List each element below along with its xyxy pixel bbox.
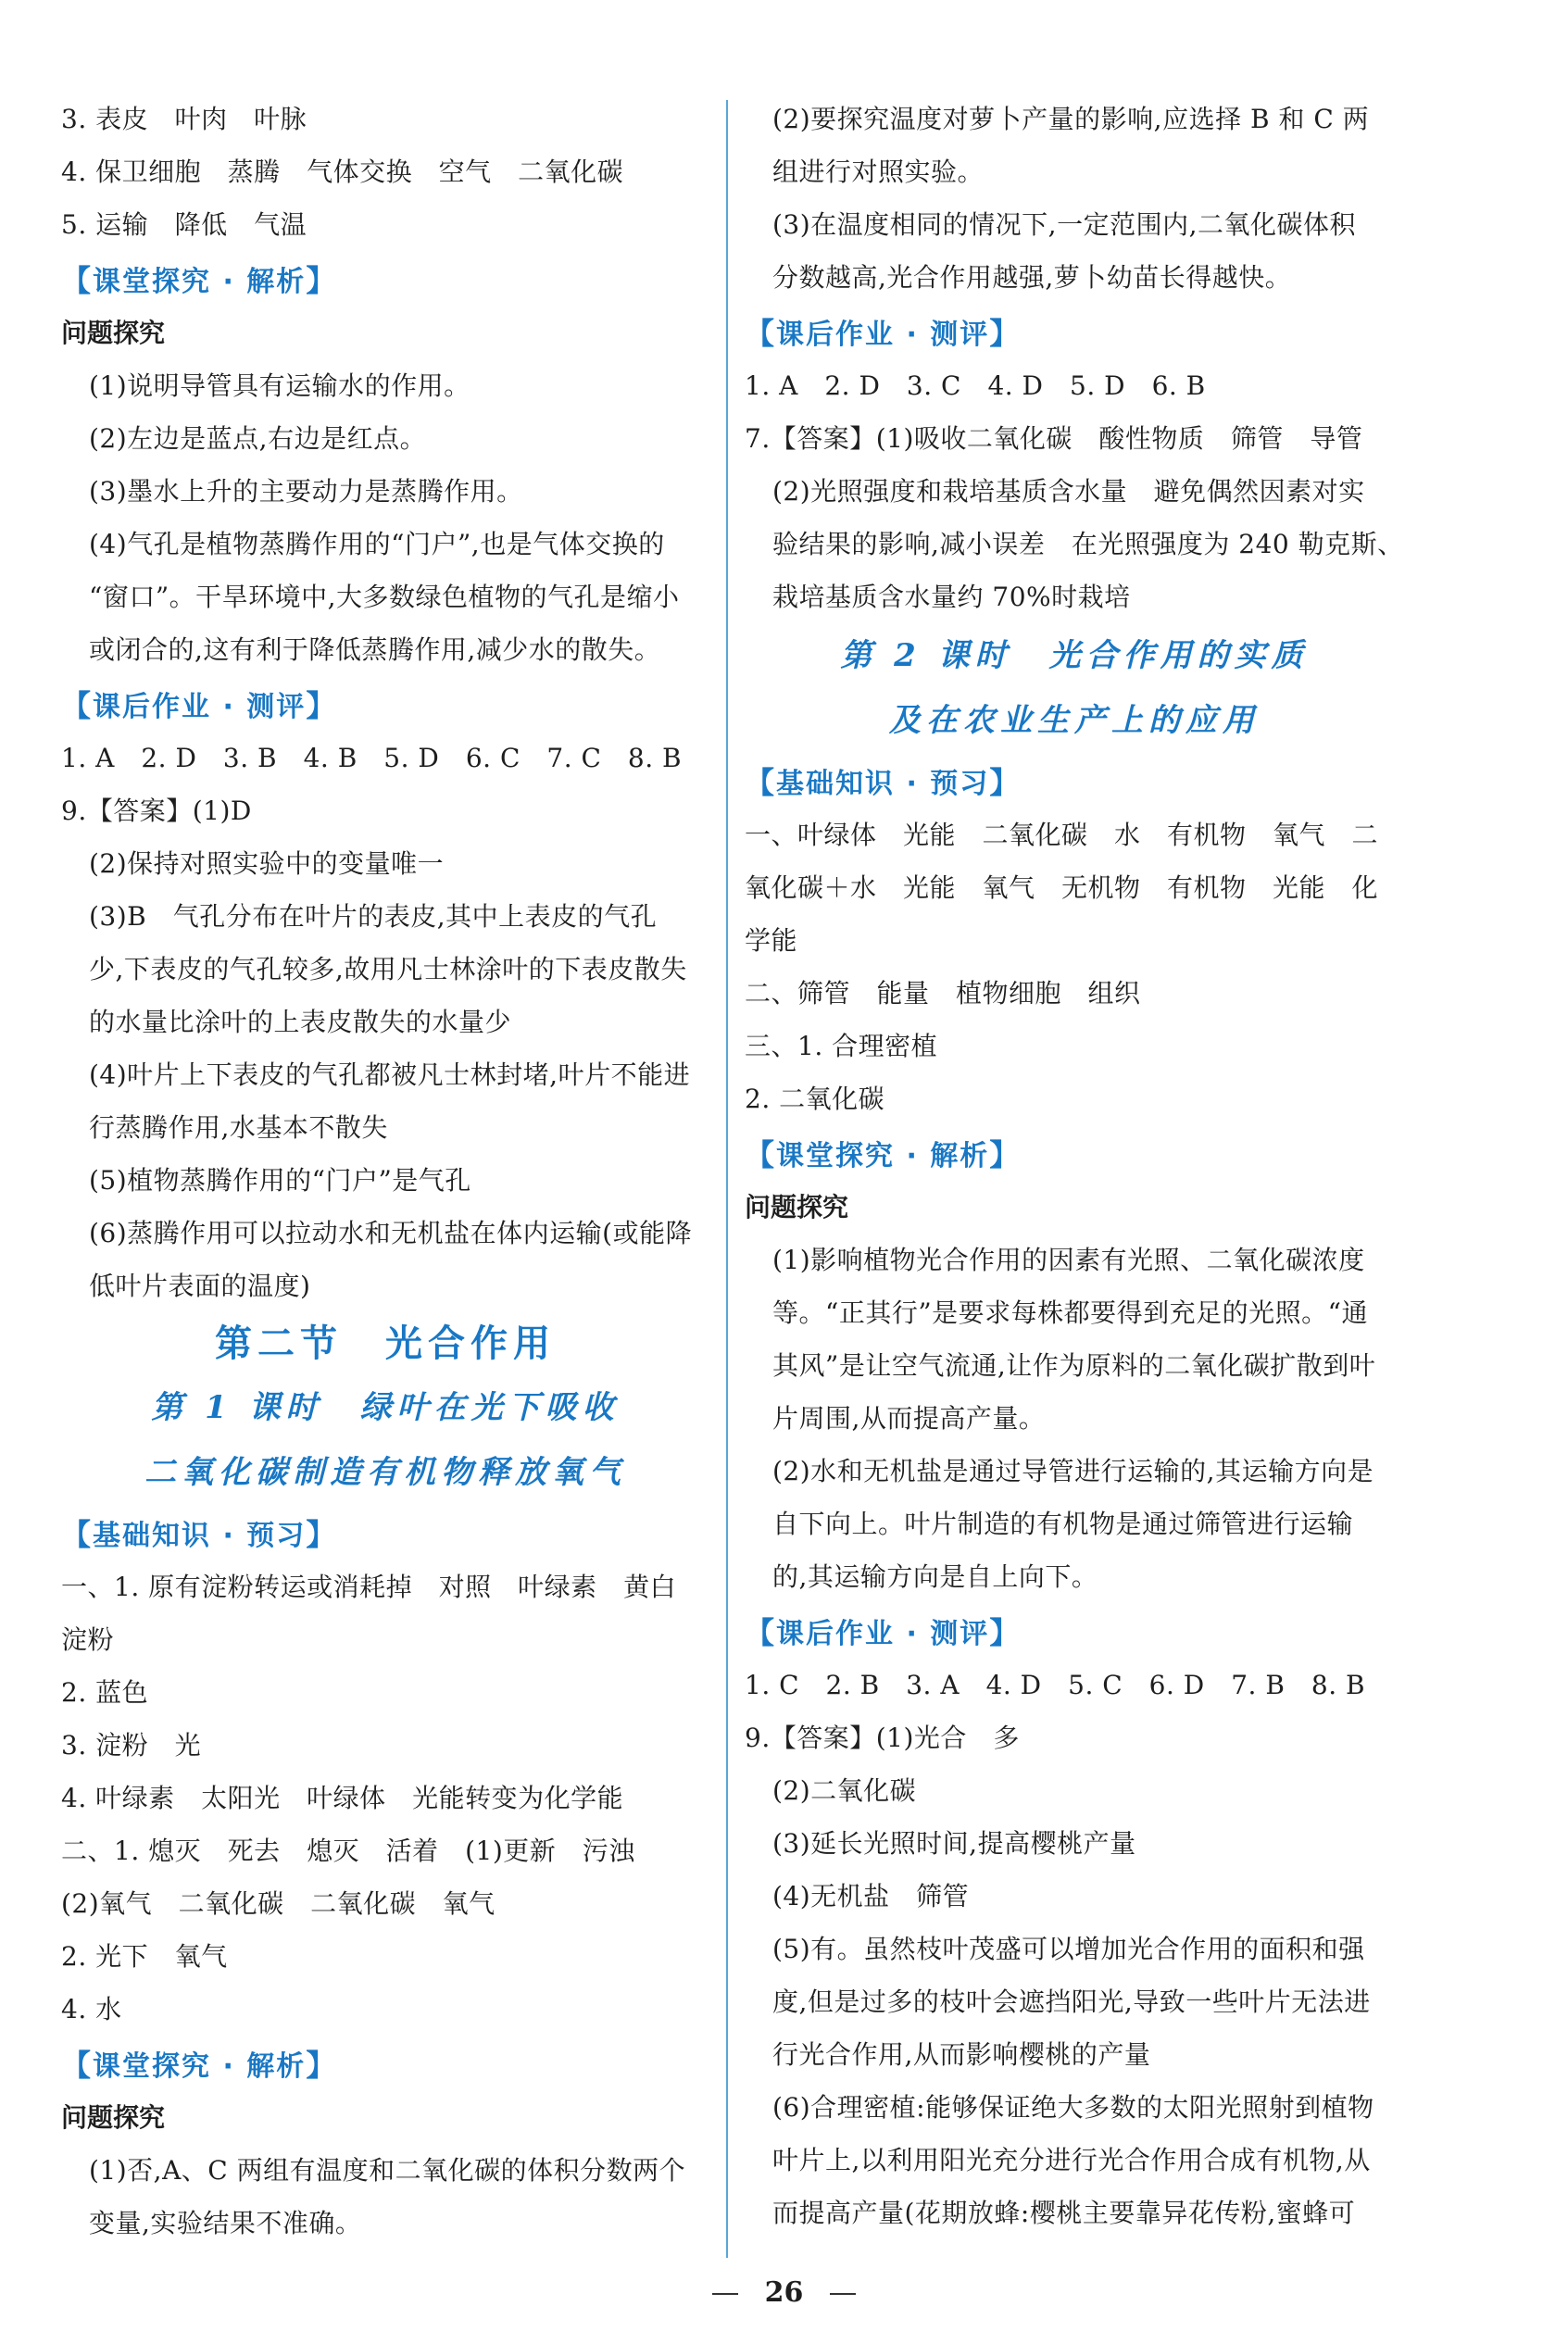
text-line: 1. A 2. D 3. C 4. D 5. D 6. B <box>745 370 1206 401</box>
text-line: 3. 淀粉 光 <box>61 1730 202 1761</box>
text-line-indented: (3)墨水上升的主要动力是蒸腾作用。 <box>89 476 523 507</box>
text-line: 一、1. 原有淀粉转运或消耗掉 对照 叶绿素 黄白 <box>61 1572 677 1602</box>
section-header-label: 【课堂探究 · 解析】 <box>61 2048 338 2083</box>
text-line-indented: (2)水和无机盐是通过导管进行运输的,其运输方向是 <box>772 1456 1374 1486</box>
text-line: 7.【答案】(1)吸收二氧化碳 酸性物质 筛管 导管 <box>745 423 1363 454</box>
lesson-title: 及在农业生产上的应用 <box>889 702 1260 739</box>
left-column <box>61 93 709 2250</box>
text-line-indented: 自下向上。叶片制造的有机物是通过筛管进行运输 <box>772 1509 1354 1539</box>
text-line-indented: 行光合作用,从而影响樱桃的产量 <box>772 2039 1151 2070</box>
text-line-indented: (4)叶片上下表皮的气孔都被凡士林封堵,叶片不能进 <box>89 1059 691 1090</box>
text-line-indented: (2)左边是蓝点,右边是红点。 <box>89 423 427 454</box>
subheading: 问题探究 <box>745 1192 849 1222</box>
text-line: 学能 <box>745 925 798 956</box>
text-line: 1. C 2. B 3. A 4. D 5. C 6. D 7. B 8. B <box>745 1670 1366 1700</box>
text-line-indented: (5)有。虽然枝叶茂盛可以增加光合作用的面积和强 <box>772 1934 1365 1964</box>
text-line: 5. 运输 降低 气温 <box>61 209 307 240</box>
section-header-label: 【课后作业 · 测评】 <box>745 316 1022 351</box>
text-line-indented: (3)延长光照时间,提高樱桃产量 <box>772 1828 1136 1859</box>
text-line-indented: 其风”是让空气流通,让作为原料的二氧化碳扩散到叶 <box>772 1350 1376 1381</box>
text-line: 2. 光下 氧气 <box>61 1941 228 1972</box>
section-header-label: 【课后作业 · 测评】 <box>61 688 338 723</box>
section-header-label: 【基础知识 · 预习】 <box>61 1517 338 1552</box>
text-line: 1. A 2. D 3. B 4. B 5. D 6. C 7. C 8. B <box>61 743 683 773</box>
text-line-indented: (2)二氧化碳 <box>772 1775 917 1806</box>
text-line-indented: (2)光照强度和栽培基质含水量 避免偶然因素对实 <box>772 476 1365 507</box>
text-line: 4. 叶绿素 太阳光 叶绿体 光能转变为化学能 <box>61 1783 624 1813</box>
text-line: 9.【答案】(1)D <box>61 796 252 826</box>
text-line: 3. 表皮 叶肉 叶脉 <box>61 104 307 134</box>
subheading: 问题探究 <box>61 318 166 348</box>
text-line-indented: 的水量比涂叶的上表皮散失的水量少 <box>89 1007 512 1037</box>
text-line: 4. 水 <box>61 1994 122 2024</box>
text-line: 氧化碳＋水 光能 氧气 无机物 有机物 光能 化 <box>745 872 1379 903</box>
section-header <box>745 1125 1404 1181</box>
lesson-title: 第 1 课时 绿叶在光下吸收 <box>151 1389 620 1426</box>
section-header <box>745 1603 1404 1659</box>
text-line-indented: (1)否,A、C 两组有温度和二氧化碳的体积分数两个 <box>89 2155 686 2186</box>
page-footer <box>0 2276 1568 2309</box>
text-line-indented: (6)合理密植:能够保证绝大多数的太阳光照射到植物 <box>772 2092 1374 2123</box>
text-line-indented: (4)气孔是植物蒸腾作用的“门户”,也是气体交换的 <box>89 529 665 559</box>
text-line-indented: 度,但是过多的枝叶会遮挡阳光,导致一些叶片无法进 <box>772 1986 1371 2017</box>
text-line: 三、1. 合理密植 <box>745 1031 938 1061</box>
section-header-label: 【课堂探究 · 解析】 <box>61 263 338 298</box>
section-header-label: 【课后作业 · 测评】 <box>745 1615 1022 1650</box>
subheading: 问题探究 <box>61 2102 166 2133</box>
text-line: (2)氧气 二氧化碳 二氧化碳 氧气 <box>61 1888 495 1919</box>
lesson-title: 二氧化碳制造有机物释放氧气 <box>144 1454 626 1491</box>
text-line-indented: 等。“正其行”是要求每株都要得到充足的光照。“通 <box>772 1297 1368 1328</box>
text-line-indented: (1)说明导管具有运输水的作用。 <box>89 370 470 401</box>
text-line: 二、1. 熄灭 死去 熄灭 活着 (1)更新 污浊 <box>61 1836 635 1866</box>
section-header <box>61 676 709 732</box>
column-divider <box>726 100 728 2258</box>
footer-dash-left <box>712 2293 738 2295</box>
text-line: 一、叶绿体 光能 二氧化碳 水 有机物 氧气 二 <box>745 820 1379 850</box>
section-header <box>61 251 709 307</box>
text-line: 淀粉 <box>61 1624 115 1655</box>
text-line-indented: 而提高产量(花期放蜂:樱桃主要靠异花传粉,蜜蜂可 <box>772 2198 1356 2228</box>
text-line-indented: (3)B 气孔分布在叶片的表皮,其中上表皮的气孔 <box>89 901 658 932</box>
text-line-indented: 变量,实验结果不准确。 <box>89 2208 362 2238</box>
text-line-indented: 低叶片表面的温度) <box>89 1271 311 1301</box>
section-header-label: 【基础知识 · 预习】 <box>745 765 1022 800</box>
page-number: 26 <box>764 2276 804 2309</box>
section-header <box>61 1505 709 1560</box>
footer-dash-right <box>830 2293 856 2295</box>
text-line-indented: (4)无机盐 筛管 <box>772 1881 970 1911</box>
text-line: 2. 二氧化碳 <box>745 1084 885 1114</box>
lesson-title: 第 2 课时 光合作用的实质 <box>840 637 1309 674</box>
text-line-indented: 或闭合的,这有利于降低蒸腾作用,减少水的散失。 <box>89 634 661 665</box>
text-line-indented: (3)在温度相同的情况下,一定范围内,二氧化碳体积 <box>772 209 1356 240</box>
text-line-indented: (6)蒸腾作用可以拉动水和无机盐在体内运输(或能降 <box>89 1218 693 1248</box>
text-line-indented: 行蒸腾作用,水基本不散失 <box>89 1112 388 1143</box>
text-line-indented: 少,下表皮的气孔较多,故用凡士林涂叶的下表皮散失 <box>89 954 687 984</box>
text-line-indented: 组进行对照实验。 <box>772 157 985 187</box>
text-line-indented: 叶片上,以利用阳光充分进行光合作用合成有机物,从 <box>772 2145 1371 2175</box>
text-line-indented: (2)要探究温度对萝卜产量的影响,应选择 B 和 C 两 <box>772 104 1370 134</box>
text-line-indented: 分数越高,光合作用越强,萝卜幼苗长得越快。 <box>772 262 1292 293</box>
right-column <box>745 93 1404 2239</box>
text-line-indented: (1)影响植物光合作用的因素有光照、二氧化碳浓度 <box>772 1245 1365 1275</box>
text-line-indented: 片周围,从而提高产量。 <box>772 1403 1046 1434</box>
text-line-indented: (5)植物蒸腾作用的“门户”是气孔 <box>89 1165 471 1196</box>
section-header <box>745 753 1404 808</box>
text-line-indented: 的,其运输方向是自上向下。 <box>772 1561 1098 1592</box>
section-header-label: 【课堂探究 · 解析】 <box>745 1137 1022 1172</box>
section-header <box>745 304 1404 359</box>
text-line-indented: 验结果的影响,减小误差 在光照强度为 240 勒克斯、 <box>772 529 1404 559</box>
text-line: 2. 蓝色 <box>61 1677 149 1708</box>
text-line-indented: 栽培基质含水量约 70%时栽培 <box>772 582 1131 612</box>
text-line-indented: (2)保持对照实验中的变量唯一 <box>89 848 445 879</box>
section-title: 第二节 光合作用 <box>215 1322 556 1365</box>
text-line: 4. 保卫细胞 蒸腾 气体交换 空气 二氧化碳 <box>61 157 624 187</box>
text-line: 二、筛管 能量 植物细胞 组织 <box>745 978 1141 1009</box>
section-header <box>61 2036 709 2091</box>
text-line: 9.【答案】(1)光合 多 <box>745 1723 1020 1753</box>
text-line-indented: “窗口”。干旱环境中,大多数绿色植物的气孔是缩小 <box>89 582 680 612</box>
